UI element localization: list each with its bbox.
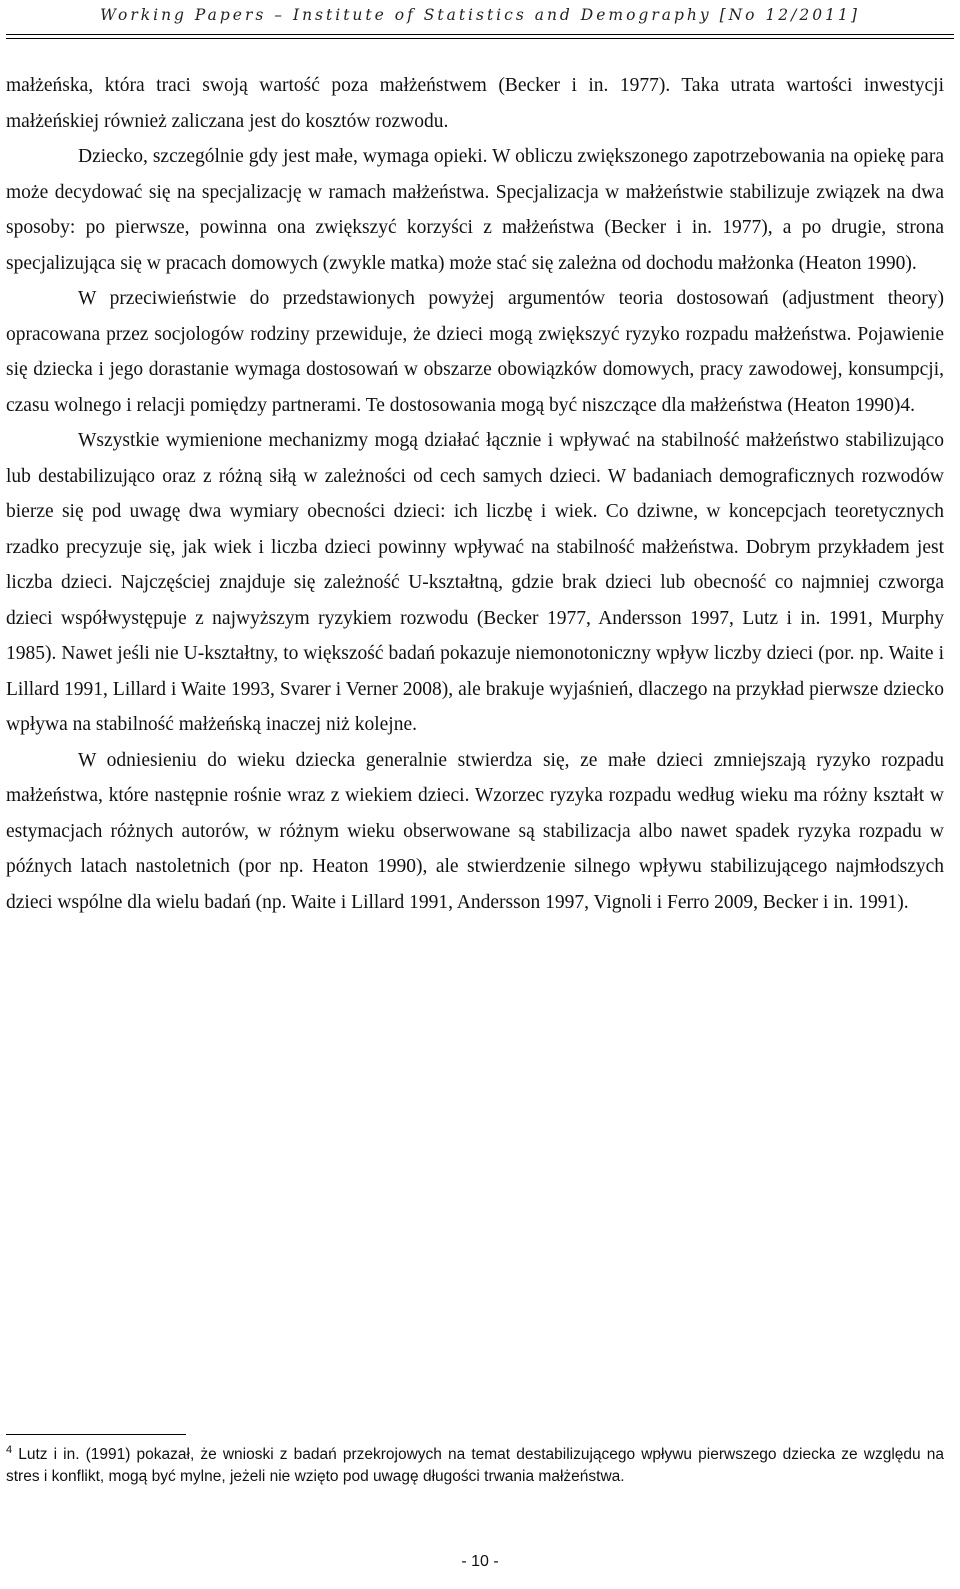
- page-number: - 10 -: [461, 1553, 499, 1570]
- footnote-text: Lutz i in. (1991) pokazał, że wnioski z badań przekrojowych na temat destabilizującego wpływu pierwszego dziecka ze względu na stres i konflikt, mogą być mylne, jeżeli nie wzięto pod uwagę długości trwania małżeństwa.: [6, 1446, 944, 1485]
- header-rule: [6, 34, 954, 35]
- footnote: [6, 1444, 944, 1487]
- paragraph-1: małżeńska, która traci swoją wartość poza małżeństwem (Becker i in. 1977). Taka utrata wartości inwestycji małżeńskiej również zaliczana jest do kosztów rozwodu.: [6, 75, 944, 132]
- paragraph-2: Dziecko, szczególnie gdy jest małe, wymaga opieki. W obliczu zwiększonego zapotrzebowania na opiekę para może decydować się na specjalizację w ramach małżeństwa. Specjalizacja w małżeństwie stabilizuje związek na dwa sposoby: po pierwsze, powinna ona zwiększyć korzyści z małżeństwa (Becker i in. 1977), a po drugie, strona specjalizująca się w pracach domowych (zwykle matka) może stać się zależna od dochodu małżonka (Heaton 1990).: [6, 146, 944, 274]
- header-rule-secondary: [6, 38, 954, 39]
- paragraph-4: Wszystkie wymienione mechanizmy mogą działać łącznie i wpływać na stabilność małżeństwo stabilizująco lub destabilizująco oraz z różną siłą w zależności od cech samych dzieci. W badaniach demograficznych rozwodów bierze się pod uwagę dwa wymiary obecności dzieci: ich liczbę i wiek. Co dziwne, w koncepcjach teoretycznych rzadko precyzuje się, jak wiek i liczba dzieci powinny wpływać na stabilność małżeństwa. Dobrym przykładem jest liczba dzieci. Najczęściej znajduje się zależność U-kształtną, gdzie brak dzieci lub obecność co najmniej czworga dzieci współwystępuje z najwyższym ryzykiem rozwodu (Becker 1977, Andersson 1997, Lutz i in. 1991, Murphy 1985). Nawet jeśli nie U-kształtny, to większość badań pokazuje niemonotoniczny wpływ liczby dzieci (por. np. Waite i Lillard 1991, Lillard i Waite 1993, Svarer i Verner 2008), ale brakuje wyjaśnień, dlaczego na przykład pierwsze dziecko wpływa na stabilność małżeńską inaczej niż kolejne.: [6, 430, 944, 735]
- paragraph-3: W przeciwieństwie do przedstawionych powyżej argumentów teoria dostosowań (adjustment theory) opracowana przez socjologów rodziny przewiduje, że dzieci mogą zwiększyć ryzyko rozpadu małżeństwa. Pojawienie się dziecka i jego dorastanie wymaga dostosowań w obszarze obowiązków domowych, pracy zawodowej, konsumpcji, czasu wolnego i relacji pomiędzy partnerami. Te dostosowania mogą być niszczące dla małżeństwa (Heaton 1990)4.: [6, 288, 944, 416]
- footnote-marker: 4: [6, 1443, 13, 1456]
- main-text: [6, 68, 944, 920]
- paragraph-5: W odniesieniu do wieku dziecka generalnie stwierdza się, ze małe dzieci zmniejszają ryzyko rozpadu małżeństwa, które następnie rośnie wraz z wiekiem dzieci. Wzorzec ryzyka rozpadu według wieku ma różny kształt w estymacjach różnych autorów, w różnym wieku obserwowane są stabilizacja albo nawet spadek ryzyka rozpadu w późnych latach nastoletnich (por np. Heaton 1990), ale stwierdzenie silnego wpływu stabilizującego najmłodszych dzieci wspólne dla wielu badań (np. Waite i Lillard 1991, Andersson 1997, Vignoli i Ferro 2009, Becker i in. 1991).: [6, 749, 944, 913]
- footnote-separator: [6, 1434, 186, 1435]
- running-header: Working Papers – Institute of Statistics and Demography [No 12/2011]: [100, 6, 860, 24]
